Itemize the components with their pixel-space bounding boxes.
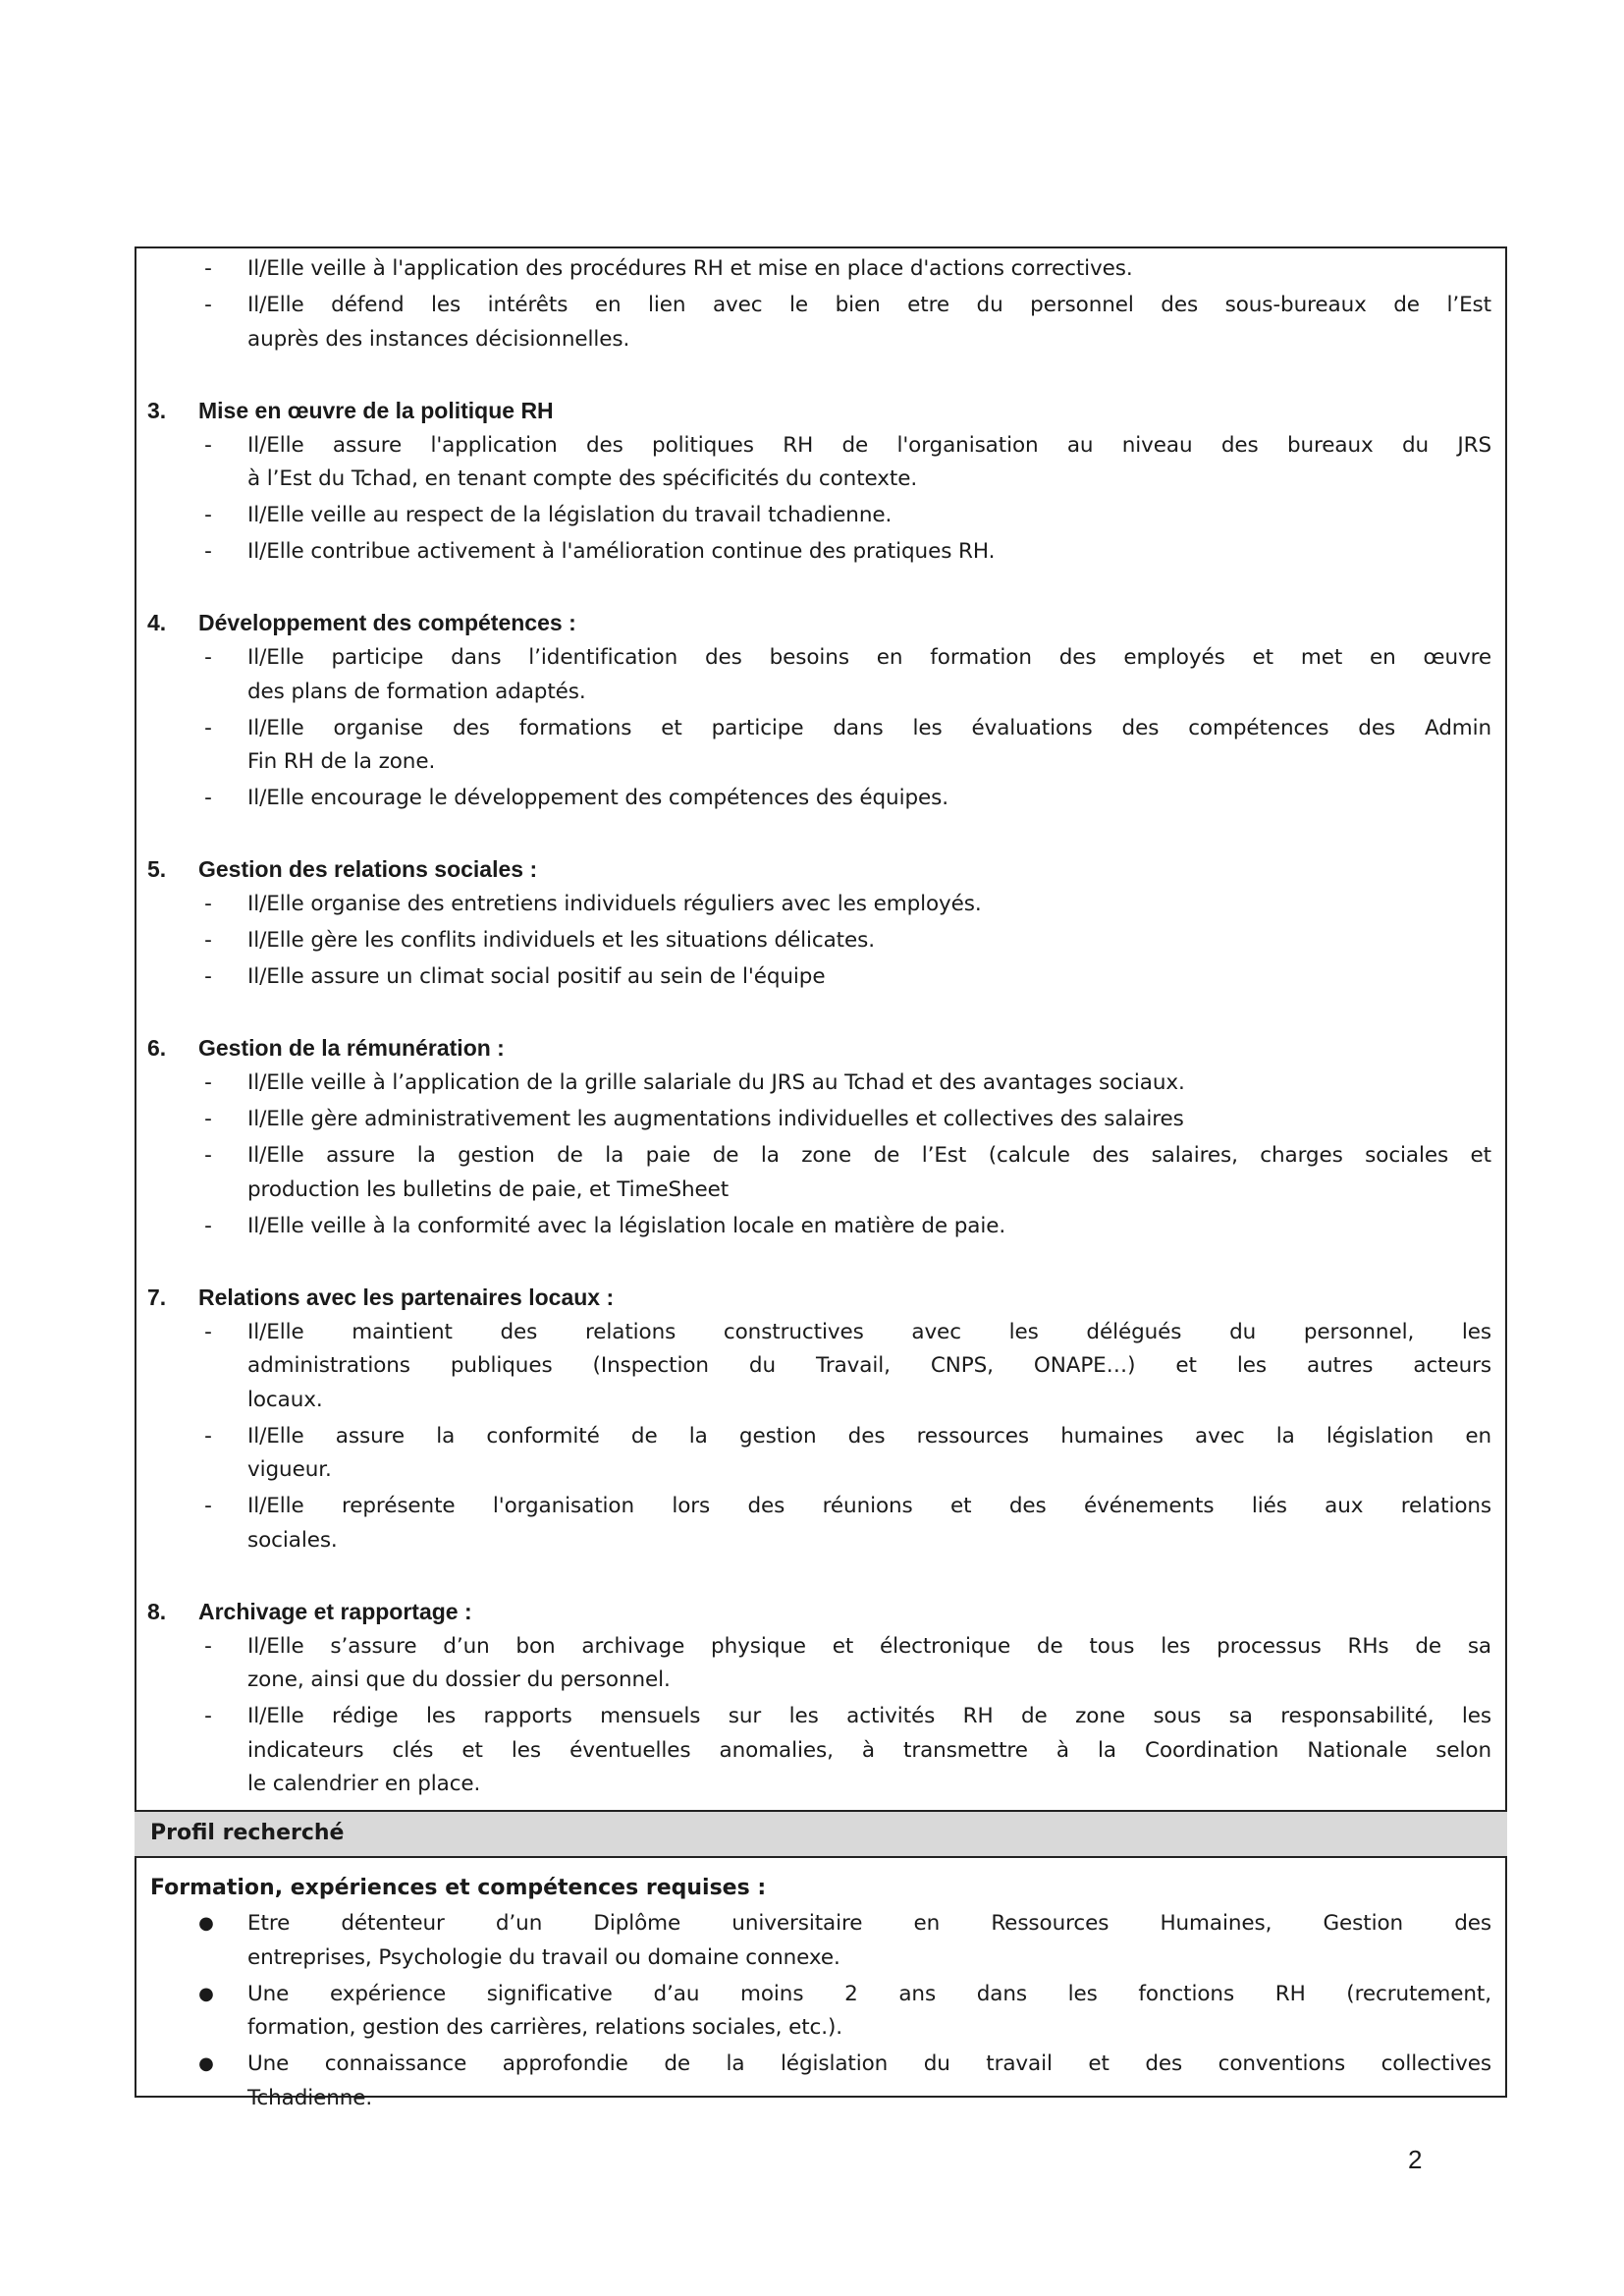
list-item-line: Il/Elle veille à l'application des procédures RH et mise en place d'actions correctives. (247, 256, 1133, 281)
section-heading: Mise en œuvre de la politique RH (198, 397, 554, 423)
dash-marker: - (204, 964, 212, 989)
dash-marker: - (204, 1213, 212, 1238)
requirements-heading: Formation, expériences et compétences requises : (150, 1876, 767, 1900)
list-item-line: zone, ainsi que du dossier du personnel. (247, 1667, 671, 1692)
list-item-line: Une expérience significative d’au moins 2 ans dans les fonctions RH (recrutement, (247, 1981, 1491, 2006)
bullet-icon: ● (198, 1983, 214, 2004)
dash-marker: - (204, 293, 212, 317)
list-item-line: entreprises, Psychologie du travail ou domaine connexe. (247, 1944, 840, 1970)
section-heading: Gestion de la rémunération : (198, 1035, 505, 1061)
profile-section-title: Profil recherché (150, 1821, 345, 1845)
dash-marker: - (204, 1143, 212, 1168)
list-item-line: formation, gestion des carrières, relations sociales, etc.). (247, 2015, 843, 2040)
list-item-line: Etre détenteur d’un Diplôme universitaire en Ressources Humaines, Gestion des (247, 1911, 1491, 1936)
dash-marker: - (204, 928, 212, 953)
list-item-line: à l’Est du Tchad, en tenant compte des spécificités du contexte. (247, 466, 918, 491)
list-item-line: vigueur. (247, 1457, 332, 1482)
section-heading: Archivage et rapportage : (198, 1598, 472, 1624)
list-item-line: Il/Elle représente l'organisation lors des réunions et des événements liés aux relations (247, 1494, 1491, 1518)
list-item-line: Il/Elle veille à la conformité avec la législation locale en matière de paie. (247, 1213, 1006, 1238)
dash-marker: - (204, 1107, 212, 1131)
dash-marker: - (204, 539, 212, 564)
list-item-line: Il/Elle rédige les rapports mensuels sur les activités RH de zone sous sa responsabilité, les (247, 1704, 1491, 1728)
dash-marker: - (204, 786, 212, 810)
list-item-line: Tchadienne. (247, 2085, 373, 2110)
section-number: 4. (147, 610, 167, 635)
list-item-line: production les bulletins de paie, et TimeSheet (247, 1176, 730, 1202)
list-item-line: Il/Elle participe dans l’identification des besoins en formation des employés et met en œuvre (247, 645, 1491, 670)
section-heading: Relations avec les partenaires locaux : (198, 1284, 615, 1310)
dash-marker: - (204, 1319, 212, 1344)
list-item-line: auprès des instances décisionnelles. (247, 326, 630, 352)
dash-marker: - (204, 1704, 212, 1728)
dash-marker: - (204, 1070, 212, 1095)
dash-marker: - (204, 645, 212, 670)
list-item-line: des plans de formation adaptés. (247, 679, 586, 704)
list-item-line: Il/Elle défend les intérêts en lien avec le bien etre du personnel des sous-bureaux de l’Est (247, 293, 1491, 317)
list-item-line: Il/Elle maintient des relations constructives avec les délégués du personnel, les (247, 1319, 1491, 1344)
list-item-line: Il/Elle assure un climat social positif au sein de l'équipe (247, 964, 826, 989)
bullet-icon: ● (198, 1913, 214, 1934)
dash-marker: - (204, 432, 212, 458)
list-item-line: sociales. (247, 1527, 338, 1553)
section-number: 6. (147, 1035, 167, 1061)
list-item-line: Il/Elle veille à l’application de la grille salariale du JRS au Tchad et des avantages sociaux. (247, 1070, 1185, 1095)
dash-marker: - (204, 503, 212, 527)
list-item-line: indicateurs clés et les éventuelles anomalies, à transmettre à la Coordination Nationale selon (247, 1737, 1491, 1763)
list-item-line: Il/Elle contribue activement à l'amélioration continue des pratiques RH. (247, 539, 996, 564)
dash-marker: - (204, 256, 212, 281)
section-heading: Développement des compétences : (198, 610, 576, 635)
dash-marker: - (204, 892, 212, 916)
list-item-line: Il/Elle assure la gestion de la paie de la zone de l’Est (calcule des salaires, charges sociales et (247, 1143, 1491, 1168)
list-item-line: Fin RH de la zone. (247, 749, 436, 774)
bullet-icon: ● (198, 2053, 214, 2074)
list-item-line: le calendrier en place. (247, 1772, 481, 1796)
section-number: 3. (147, 397, 167, 423)
dash-marker: - (204, 715, 212, 740)
section-heading: Gestion des relations sociales : (198, 856, 538, 882)
list-item-line: Il/Elle organise des entretiens individuels réguliers avec les employés. (247, 892, 982, 916)
section-number: 5. (147, 856, 167, 882)
dash-marker: - (204, 1423, 212, 1449)
section-number: 8. (147, 1598, 167, 1624)
page-number: 2 (1408, 2145, 1423, 2174)
list-item-line: administrations publiques (Inspection du Travail, CNPS, ONAPE…) et les autres acteurs (247, 1353, 1491, 1378)
dash-marker: - (204, 1494, 212, 1518)
list-item-line: Il/Elle s’assure d’un bon archivage physique et électronique de tous les processus RHs de sa (247, 1633, 1491, 1659)
list-item-line: Une connaissance approfondie de la législation du travail et des conventions collectives (247, 2051, 1491, 2076)
list-item-line: Il/Elle gère administrativement les augmentations individuelles et collectives des salaires (247, 1107, 1184, 1131)
list-item-line: Il/Elle encourage le développement des compétences des équipes. (247, 786, 948, 810)
list-item-line: Il/Elle veille au respect de la législation du travail tchadienne. (247, 503, 893, 527)
list-item-line: Il/Elle assure la conformité de la gestion des ressources humaines avec la législation en (247, 1423, 1491, 1449)
list-item-line: Il/Elle assure l'application des politiques RH de l'organisation au niveau des bureaux du JRS (247, 432, 1491, 458)
list-item-line: Il/Elle organise des formations et participe dans les évaluations des compétences des Admin (247, 715, 1491, 740)
section-number: 7. (147, 1284, 167, 1310)
list-item-line: locaux. (247, 1387, 323, 1412)
dash-marker: - (204, 1633, 212, 1659)
list-item-line: Il/Elle gère les conflits individuels et les situations délicates. (247, 928, 875, 953)
